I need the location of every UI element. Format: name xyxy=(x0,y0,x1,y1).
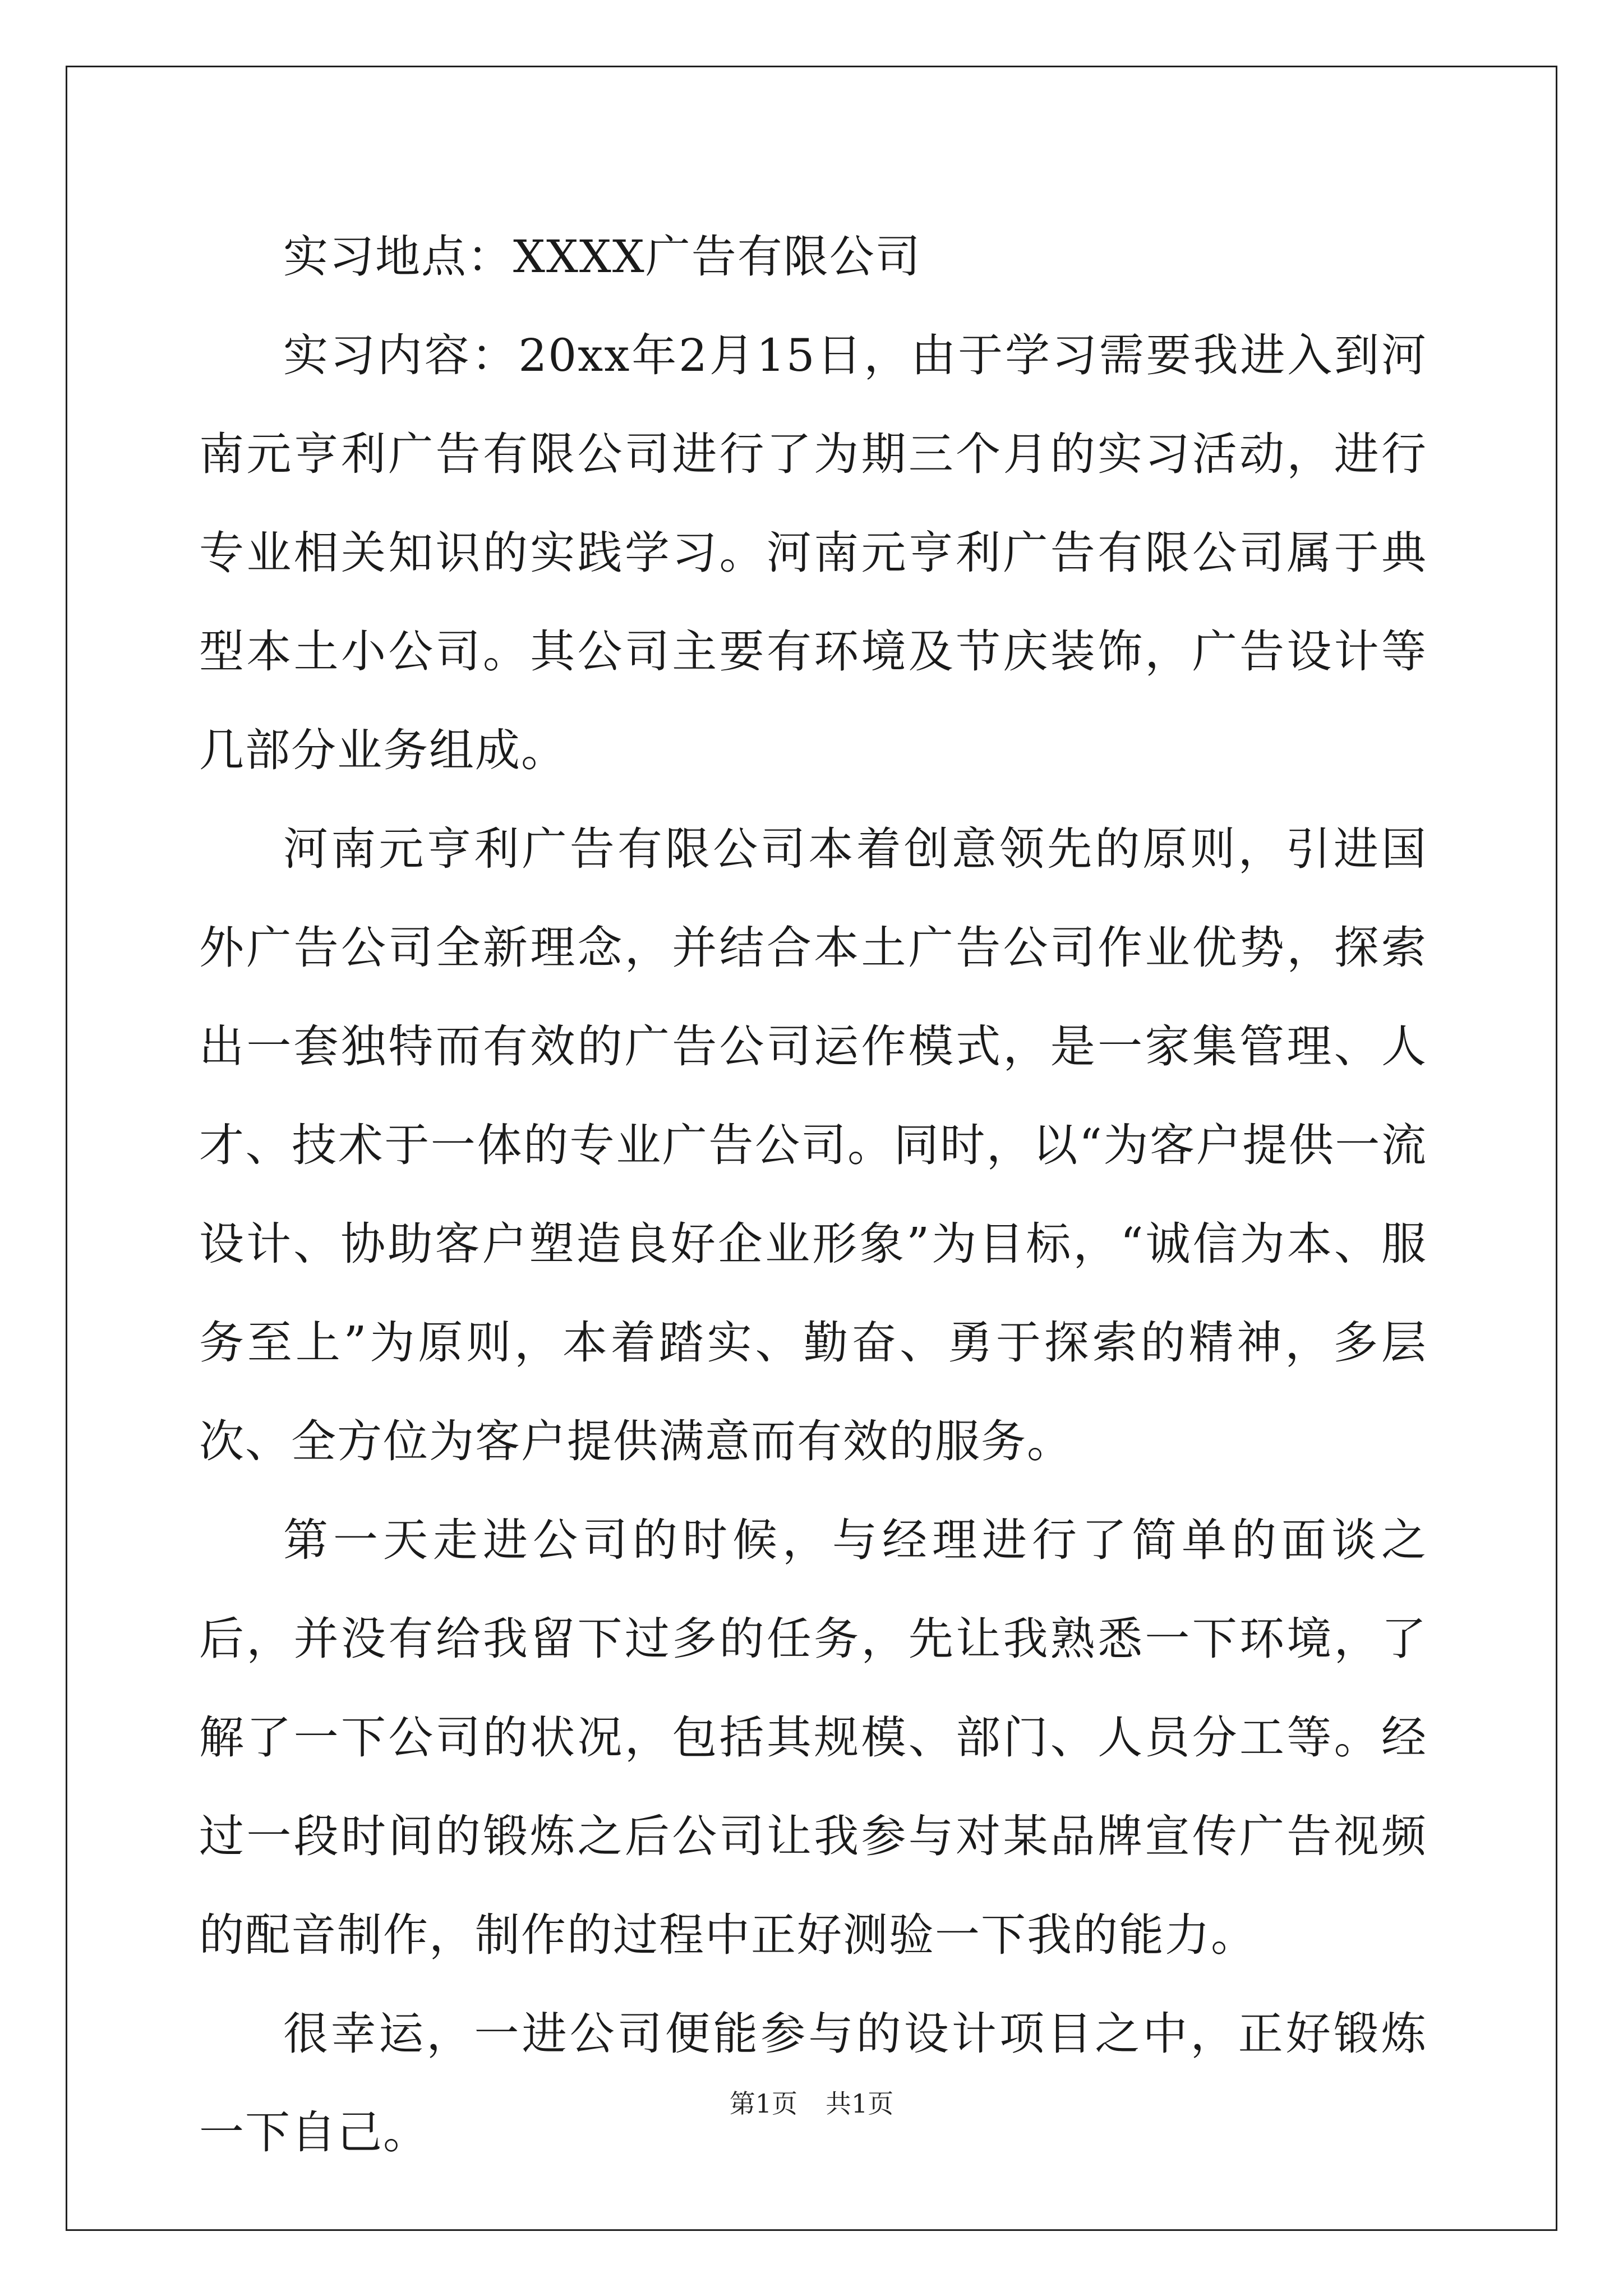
paragraph-company-profile: 河南元亨利广告有限公司本着创意领先的原则，引进国外广告公司全新理念，并结合本土广告公司作业优势，探索出一套独特而有效的广告公司运作模式，是一家集管理、人才、技术于一体的专业广告公司。同时，以“为客户提供一流设计、协助客户塑造良好企业形象”为目标，“诚信为本、服务至上”为原则，本着踏实、勤奋、勇于探索的精神，多层次、全方位为客户提供满意而有效的服务。 xyxy=(199,823,1427,1467)
document-body xyxy=(199,208,1427,2182)
page-footer xyxy=(0,2087,1623,2120)
paragraph-first-day: 第一天走进公司的时候，与经理进行了简单的面谈之后，并没有给我留下过多的任务，先让我熟悉一下环境，了解了一下公司的状况，包括其规模、部门、人员分工等。经过一段时间的锻炼之后公司让我参与对某品牌宣传广告视频的配音制作，制作的过程中正好测验一下我的能力。 xyxy=(199,1514,1427,1961)
paragraph-lucky: 很幸运，一进公司便能参与的设计项目之中，正好锻炼一下自己。 xyxy=(199,2008,1427,2159)
paragraph-internship-location: 实习地点：XXXX广告有限公司 xyxy=(283,231,921,283)
page-number: 第1页 xyxy=(729,2088,797,2119)
page-total: 共1页 xyxy=(826,2088,894,2119)
paragraph-internship-content: 实习内容：20xx年2月15日，由于学习需要我进入到河南元亨利广告有限公司进行了为期三个月的实习活动，进行专业相关知识的实践学习。河南元亨利广告有限公司属于典型本土小公司。其公司主要有环境及节庆装饰，广告设计等几部分业务组成。 xyxy=(199,329,1427,776)
